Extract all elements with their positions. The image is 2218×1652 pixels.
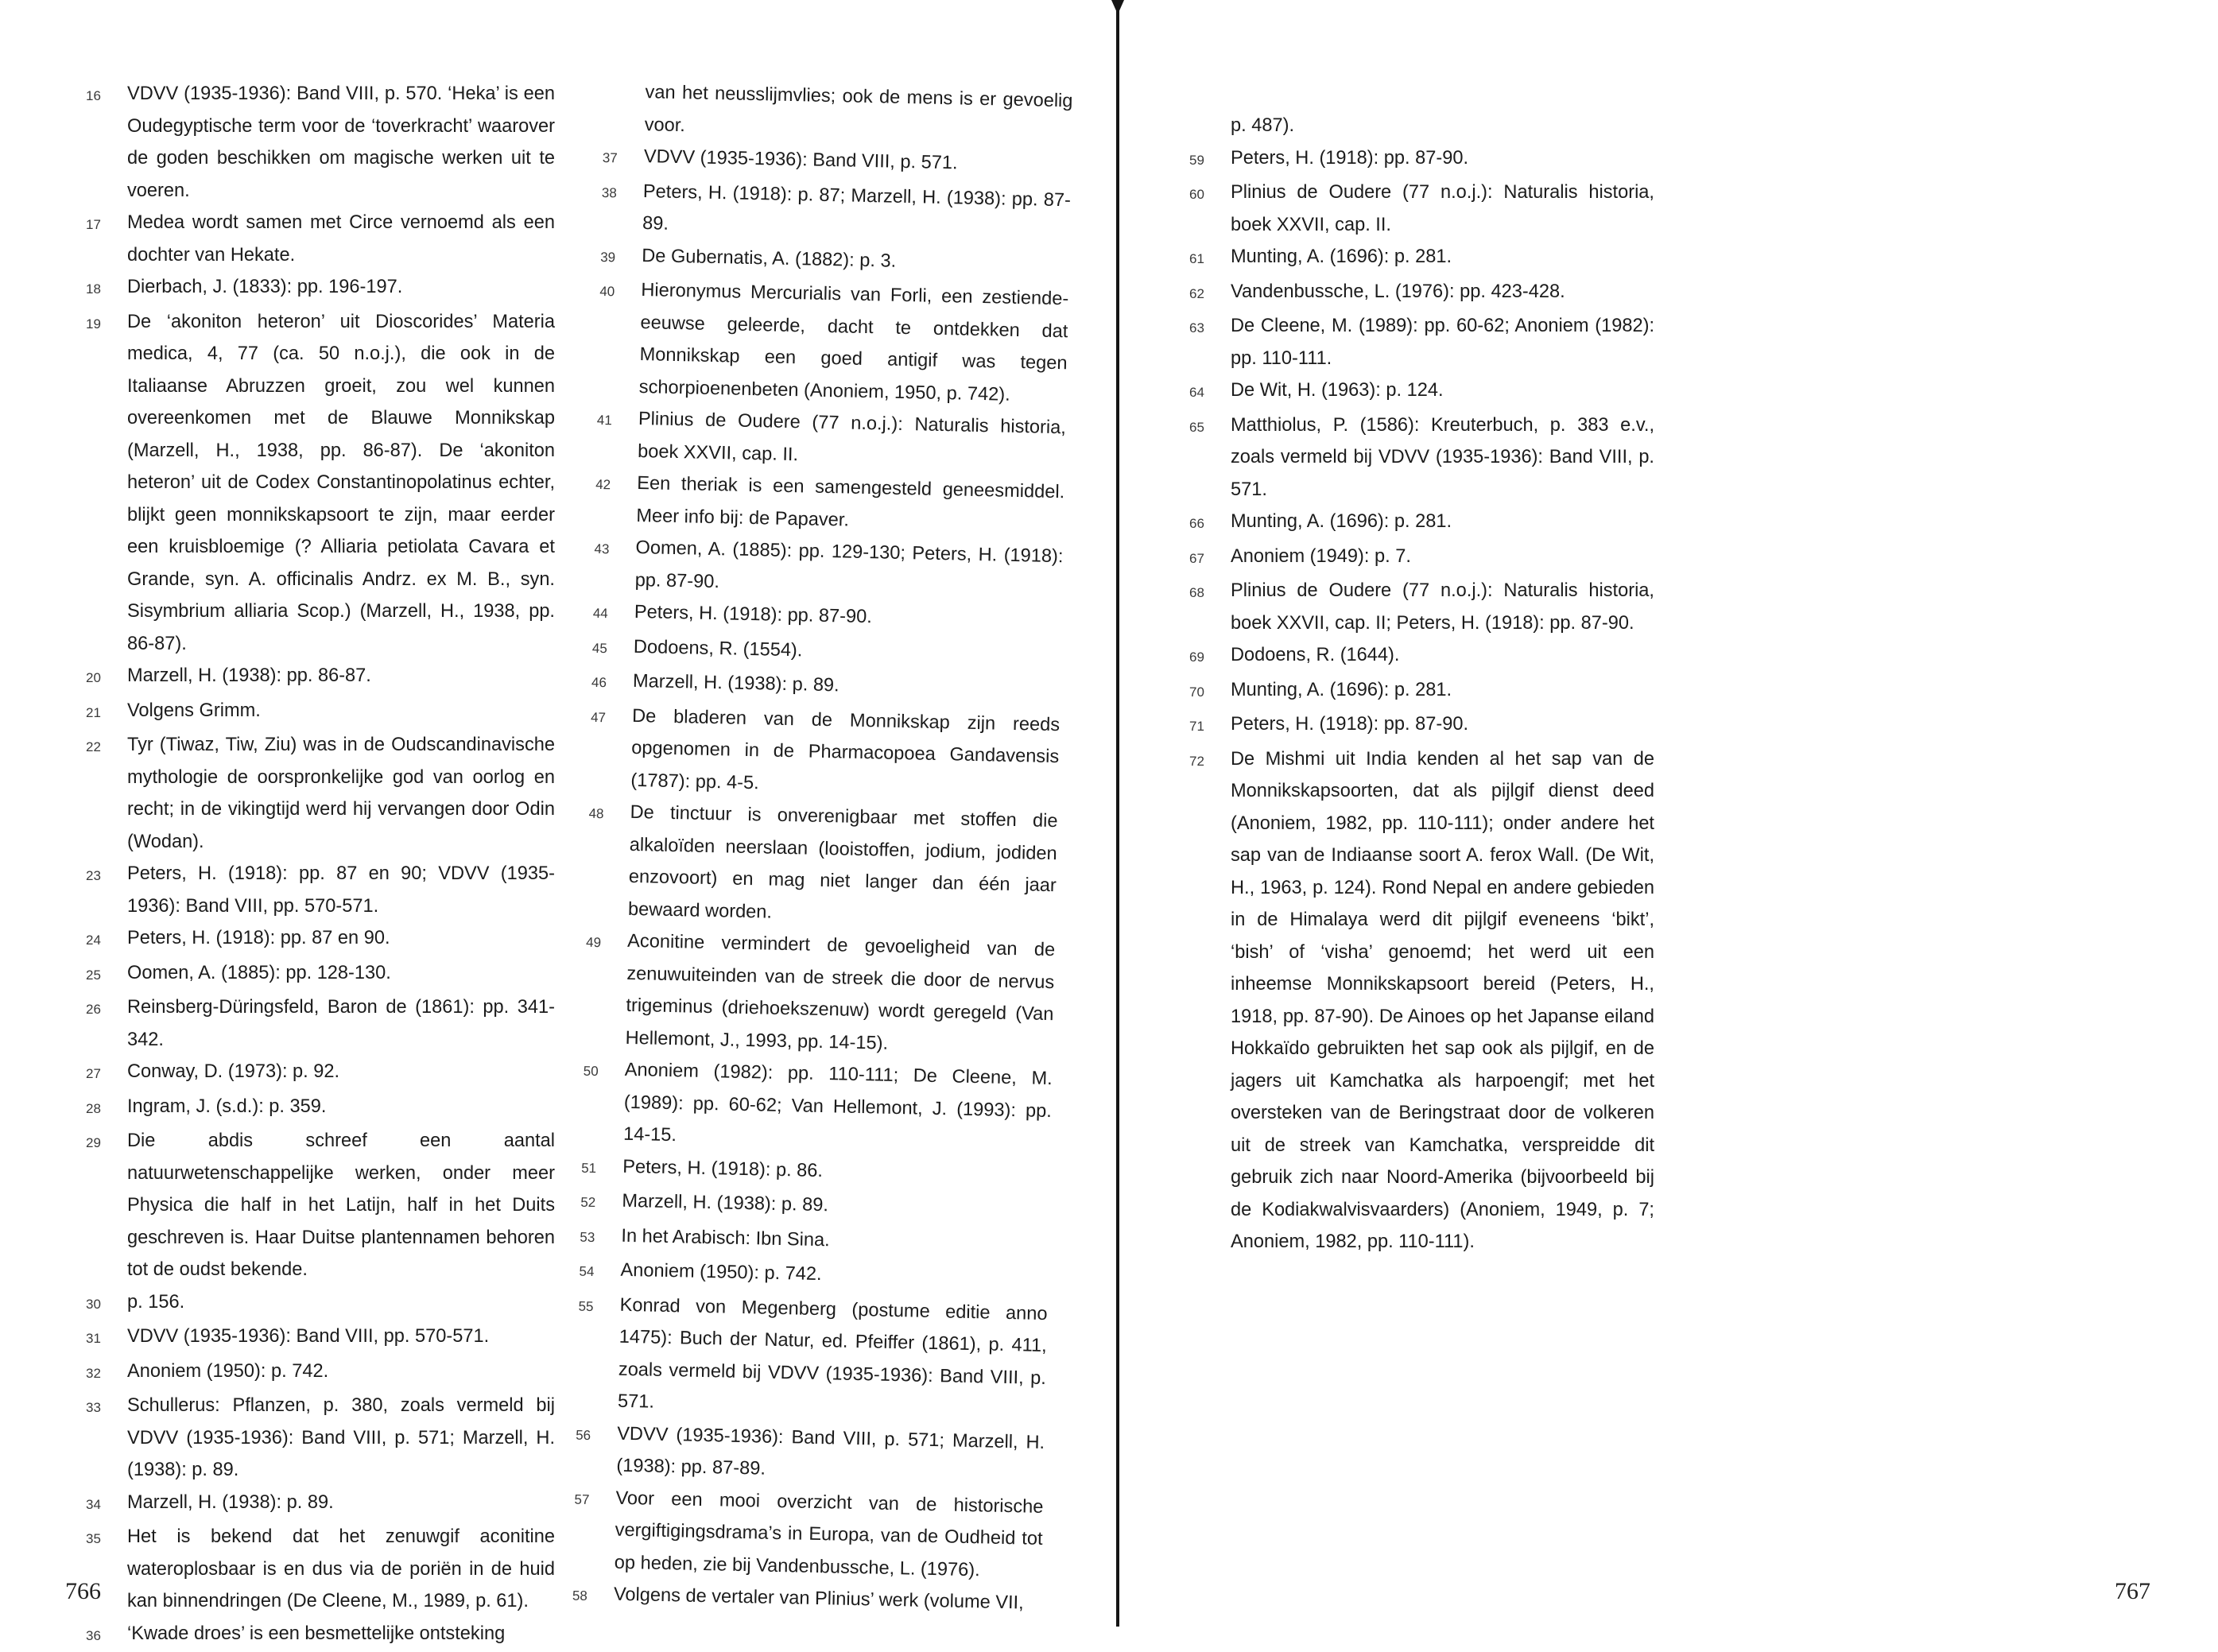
footnote-text: VDVV (1935-1936): Band VIII, pp. 570-571. — [127, 1320, 555, 1353]
footnote — [1189, 575, 1654, 639]
footnote — [1189, 506, 1654, 541]
footnote-text: Ingram, J. (s.d.): p. 359. — [127, 1091, 555, 1123]
footnote — [1189, 310, 1654, 374]
footnote-number: 60 — [1189, 176, 1231, 211]
footnote-number: 66 — [1189, 506, 1231, 541]
footnote-text: Marzell, H. (1938): p. 89. — [127, 1487, 555, 1519]
footnote-text: Schullerus: Pflanzen, p. 380, zoals vermeld bij VDVV (1935-1936): Band VIII, p. 571; Marzell, H. (1938): p. 89. — [127, 1390, 555, 1487]
footnote — [601, 174, 1072, 248]
footnote-text: Anoniem (1949): p. 7. — [1231, 541, 1654, 573]
footnote-number: 64 — [1189, 374, 1231, 409]
footnote — [587, 796, 1058, 934]
footnote-text: Vandenbussche, L. (1976): pp. 423-428. — [1231, 276, 1654, 308]
footnote-text: Peters, H. (1918): p. 87; Marzell, H. (1938): pp. 87-89. — [642, 176, 1072, 249]
footnote — [575, 1417, 1045, 1491]
gutter-line — [1116, 0, 1119, 1627]
footnote-number: 54 — [579, 1254, 621, 1289]
footnote-text: Marzell, H. (1938): pp. 86-87. — [127, 660, 555, 692]
footnote — [86, 1521, 555, 1618]
footnote — [1189, 142, 1654, 177]
footnote-text: Plinius de Oudere (77 n.o.j.): Naturalis historia, boek XXVII, cap. II; Peters, H. (1918): pp. 87-90. — [1231, 575, 1654, 639]
footnote-number: 19 — [86, 306, 127, 341]
footnote-text: Volgens de vertaler van Plinius’ werk (volume VII, — [614, 1579, 1042, 1620]
footnote — [86, 729, 555, 858]
footnote-number: 49 — [586, 925, 628, 960]
footnote-number: 35 — [86, 1521, 127, 1556]
footnote-text: Plinius de Oudere (77 n.o.j.): Naturalis historia, boek XXVII, cap. II. — [638, 403, 1067, 476]
footnote-text: Het is bekend dat het zenuwgif aconitine wateroplosbaar is en dus via de poriën in de huid kan binnendringen (De Cleene, M., 1989, p. 61). — [127, 1521, 555, 1618]
notes-list-3 — [1189, 142, 1654, 1258]
footnote — [86, 207, 555, 271]
footnote-text: Peters, H. (1918): p. 86. — [622, 1150, 1051, 1192]
footnote — [86, 1091, 555, 1126]
continued-note-text: van het neusslijmvlies; ook de mens is er gevoelig voor. — [603, 76, 1073, 149]
footnote-text: Peters, H. (1918): pp. 87 en 90. — [127, 922, 555, 955]
footnote-number: 52 — [580, 1185, 622, 1220]
footnote-text: Peters, H. (1918): pp. 87-90. — [634, 596, 1062, 638]
footnote — [593, 531, 1064, 605]
footnote-number: 31 — [86, 1320, 127, 1355]
footnote-text: Medea wordt samen met Circe vernoemd als een dochter van Hekate. — [127, 207, 555, 271]
footnote — [1189, 708, 1654, 743]
footnote — [576, 1288, 1048, 1426]
footnote — [1189, 409, 1654, 506]
footnote-text: Anoniem (1950): p. 742. — [620, 1255, 1049, 1296]
footnote — [597, 273, 1068, 412]
footnote — [595, 467, 1065, 541]
footnote-text: Een theriak is een samengesteld geneesmiddel. Meer info bij: de Papaver. — [636, 467, 1065, 541]
footnote-number: 29 — [86, 1125, 127, 1160]
footnote-text: De Cleene, M. (1989): pp. 60-62; Anoniem (1982): pp. 110-111. — [1231, 310, 1654, 374]
footnote-number: 59 — [1189, 142, 1231, 177]
page-number-left: 766 — [65, 1578, 101, 1605]
footnote — [86, 1390, 555, 1487]
footnote-text: De tinctuur is onverenigbaar met stoffen die alkaloïden neerslaan (looistoffen, jodium, jodiden enzovoort) en mag niet langer dan één jaar bewaard worden. — [628, 797, 1058, 934]
footnote-number: 57 — [574, 1481, 616, 1517]
footnote — [86, 78, 555, 207]
notes-column-3 — [1189, 110, 1654, 1258]
footnote-text: De ‘akoniton heteron’ uit Dioscorides’ Materia medica, 4, 77 (ca. 50 n.o.j.), die ook in de Italiaanse Abruzzen groeit, zou wel kunnen overeenkomen met de Blauwe Monnikskap (Marzell, H., 1938, pp. 86-87). De ‘akoniton heteron’ uit de Codex Constantinopolatinus echter, blijkt geen monnikskapsoort te zijn, maar eerder een kruisbloemige (? Alliaria petiolata Cavara et Grande, syn. A. officinalis Andrz. ex M. B., syn. Sisymbrium alliaria Scop.) (Marzell, H., 1938, pp. 86-87). — [127, 306, 555, 661]
footnote-number: 69 — [1189, 639, 1231, 674]
footnote-number: 20 — [86, 660, 127, 695]
footnote-number: 37 — [602, 140, 644, 176]
footnote-number: 18 — [86, 271, 127, 306]
footnote-number: 61 — [1189, 241, 1231, 276]
footnote-number: 42 — [595, 467, 638, 502]
footnote-number: 62 — [1189, 276, 1231, 311]
footnote-text: Marzell, H. (1938): p. 89. — [622, 1185, 1050, 1227]
footnote-number: 27 — [86, 1056, 127, 1091]
footnote-number: 23 — [86, 858, 127, 893]
footnote-number: 26 — [86, 991, 127, 1026]
footnote-text: Reinsberg-Düringsfeld, Baron de (1861): pp. 341-342. — [127, 991, 555, 1056]
footnote — [86, 1056, 555, 1091]
footnote — [1189, 241, 1654, 276]
footnote — [1189, 541, 1654, 576]
footnote-text: Anoniem (1982): pp. 110-111; De Cleene, M. (1989): pp. 60-62; Van Hellemont, J. (1993): pp. 14-15. — [623, 1054, 1053, 1160]
notes-list-2 — [572, 140, 1072, 1622]
footnote-text: ‘Kwade droes’ is een besmettelijke ontsteking — [127, 1618, 555, 1650]
footnote-number: 56 — [576, 1417, 618, 1452]
footnote-number: 70 — [1189, 674, 1231, 709]
footnote-number: 48 — [588, 796, 630, 832]
footnote-text: Anoniem (1950): p. 742. — [127, 1355, 555, 1388]
footnote-text: Munting, A. (1696): p. 281. — [1231, 241, 1654, 273]
footnote-text: VDVV (1935-1936): Band VIII, p. 571. — [643, 141, 1072, 182]
footnote-number: 51 — [581, 1150, 623, 1185]
footnote-number: 24 — [86, 922, 127, 957]
footnote-text: Peters, H. (1918): pp. 87-90. — [1231, 708, 1654, 741]
footnote-number: 22 — [86, 729, 127, 764]
footnote-number: 58 — [572, 1578, 615, 1614]
footnote-text: Plinius de Oudere (77 n.o.j.): Naturalis historia, boek XXVII, cap. II. — [1231, 176, 1654, 241]
notes-column-2 — [572, 76, 1073, 1622]
footnote — [572, 1481, 1043, 1588]
footnote-number: 55 — [578, 1288, 620, 1324]
footnote — [1189, 176, 1654, 241]
footnote-text: In het Arabisch: Ibn Sina. — [621, 1220, 1049, 1261]
footnote-text: Peters, H. (1918): pp. 87-90. — [1231, 142, 1654, 175]
footnote-text: Voor een mooi overzicht van de historische vergiftigingsdrama’s in Europa, van de Oudheid tot op heden, zie bij Vandenbussche, L. (1976). — [614, 1482, 1043, 1588]
gutter-marker — [1111, 0, 1124, 14]
footnote — [589, 699, 1060, 805]
footnote — [86, 1286, 555, 1321]
footnote-text: De Wit, H. (1963): p. 124. — [1231, 374, 1654, 407]
footnote-number: 38 — [601, 174, 643, 210]
footnote-number: 33 — [86, 1390, 127, 1425]
footnote-number: 39 — [600, 238, 642, 274]
footnote — [86, 271, 555, 306]
page-number-right: 767 — [2115, 1578, 2150, 1605]
footnote-text: Hieronymus Mercurialis van Forli, een zestiende-eeuwse geleerde, dacht te ontdekken dat Monnikskap een goed antigif was tegen schorpioenenbeten (Anoniem, 1950, p. 742). — [638, 274, 1068, 412]
footnote-text: VDVV (1935-1936): Band VIII, p. 570. ‘Heka’ is een Oudegyptische term voor de ‘toverkracht’ waarover de goden beschikken om magische werken uit te voeren. — [127, 78, 555, 207]
notes-column-1 — [86, 78, 555, 1652]
footnote-text: Dodoens, R. (1644). — [1231, 639, 1654, 672]
footnote — [86, 858, 555, 922]
footnote-text: Marzell, H. (1938): p. 89. — [633, 665, 1061, 707]
footnote — [86, 306, 555, 661]
footnote-number: 72 — [1189, 743, 1231, 778]
footnote-number: 45 — [591, 630, 634, 665]
footnote — [86, 1355, 555, 1390]
footnote — [86, 991, 555, 1056]
footnote-number: 44 — [592, 595, 634, 631]
footnote-text: Dierbach, J. (1833): pp. 196-197. — [127, 271, 555, 304]
footnote-text: De bladeren van de Monnikskap zijn reeds opgenomen in de Pharmacopoea Gandavensis (1787): pp. 4-5. — [630, 700, 1060, 805]
footnote-text: Conway, D. (1973): p. 92. — [127, 1056, 555, 1088]
footnote-text: Matthiolus, P. (1586): Kreuterbuch, p. 383 e.v., zoals vermeld bij VDVV (1935-1936): Band VIII, p. 571. — [1231, 409, 1654, 506]
footnote-text: VDVV (1935-1936): Band VIII, p. 571; Marzell, H. (1938): pp. 87-89. — [616, 1417, 1045, 1491]
footnote-text: De Mishmi uit India kenden al het sap van de Monnikskapsoorten, dat als pijlgif dienst deed (Anoniem, 1982, pp. 110-111); onder andere het sap van de Indiaanse soort A. ferox Wall. (De Wit, H., 1963, p. 124). Rond Nepal en andere gebieden in de Himalaya werd dit pijlgif eveneens ‘bikt’, ‘bish’ of ‘visha’ genoemd; het werd uit een inheemse Monnikskapsoort bereid (Peters, H., 1918, pp. 87-90). De Ainoes op het Japanse eiland Hokkaïdo gebruikten het sap ook als pijlgif, en de jagers uit Kamchatka als harpoengif; met het oversteken van de Beringstraat door de volkeren uit de streek van Kamchatka, verspreidde dit gebruik zich naar Noord-Amerika (bijvoorbeeld bij de Kodiakwalvisvaarders) (Anoniem, 1949, p. 7; Anoniem, 1982, pp. 110-111). — [1231, 743, 1654, 1258]
footnote — [1189, 374, 1654, 409]
footnote-number: 17 — [86, 207, 127, 242]
footnote-number: 28 — [86, 1091, 127, 1126]
footnote-number: 16 — [86, 78, 127, 113]
footnote — [596, 402, 1067, 476]
footnote — [86, 1487, 555, 1522]
footnote-number: 36 — [86, 1618, 127, 1652]
footnote-number: 46 — [591, 665, 634, 700]
footnote — [86, 1618, 555, 1652]
footnote-text: De Gubernatis, A. (1882): p. 3. — [642, 240, 1070, 281]
footnote-number: 67 — [1189, 541, 1231, 576]
footnote-number: 40 — [599, 273, 642, 309]
footnote-text: Die abdis schreef een aantal natuurwetenschappelijke werken, onder meer Physica die half in het Latijn, half in het Duits geschreven is. Haar Duitse plantennamen behoren tot de oudst bekende. — [127, 1125, 555, 1286]
footnote-number: 47 — [591, 699, 633, 735]
footnote-number: 71 — [1189, 708, 1231, 743]
footnote — [86, 660, 555, 695]
footnote-number: 25 — [86, 957, 127, 992]
footnote — [582, 1053, 1053, 1160]
footnote-text: Tyr (Tiwaz, Tiw, Ziu) was in de Oudscandinavische mythologie de oorspronkelijke god van oorlog en recht; in de vikingtijd werd hij vervangen door Odin (Wodan). — [127, 729, 555, 858]
footnote-text: Aconitine vermindert de gevoeligheid van de zenuwuiteinden van de streek die door de nervus trigeminus (driehoekszenuw) wordt geregeld (Van Hellemont, J., 1993, pp. 14-15). — [625, 925, 1055, 1063]
continued-note-text: p. 487). — [1189, 110, 1654, 142]
footnote-number: 32 — [86, 1355, 127, 1390]
footnote — [86, 922, 555, 957]
footnote — [1189, 276, 1654, 311]
footnote — [1189, 743, 1654, 1258]
footnote-text: Oomen, A. (1885): pp. 128-130. — [127, 957, 555, 990]
footnote-number: 41 — [596, 402, 638, 438]
footnote — [86, 695, 555, 730]
footnote-number: 50 — [583, 1053, 625, 1089]
footnote-text: Dodoens, R. (1554). — [634, 630, 1062, 672]
footnote-text: Peters, H. (1918): pp. 87 en 90; VDVV (1935-1936): Band VIII, pp. 570-571. — [127, 858, 555, 922]
footnote-number: 68 — [1189, 575, 1231, 610]
footnote — [1189, 639, 1654, 674]
footnote — [86, 1125, 555, 1286]
footnote-number: 30 — [86, 1286, 127, 1321]
footnote — [584, 925, 1055, 1063]
footnote-number: 21 — [86, 695, 127, 730]
footnote-text: p. 156. — [127, 1286, 555, 1319]
footnote-text: Munting, A. (1696): p. 281. — [1231, 506, 1654, 538]
footnote — [86, 1320, 555, 1355]
footnote-text: Munting, A. (1696): p. 281. — [1231, 674, 1654, 707]
footnote — [1189, 674, 1654, 709]
footnote-text: Konrad von Megenberg (postume editie anno 1475): Buch der Natur, ed. Pfeiffer (1861), p. 411, zoals vermeld bij VDVV (1935-1936): Band VIII, p. 571. — [618, 1289, 1048, 1426]
footnote-text: Oomen, A. (1885): pp. 129-130; Peters, H. (1918): pp. 87-90. — [634, 532, 1064, 605]
footnote-number: 65 — [1189, 409, 1231, 444]
footnote-text: Volgens Grimm. — [127, 695, 555, 727]
footnote-number: 34 — [86, 1487, 127, 1522]
footnote-number: 63 — [1189, 310, 1231, 345]
footnote — [86, 957, 555, 992]
footnote-number: 43 — [594, 531, 636, 567]
footnote-number: 53 — [580, 1219, 622, 1255]
